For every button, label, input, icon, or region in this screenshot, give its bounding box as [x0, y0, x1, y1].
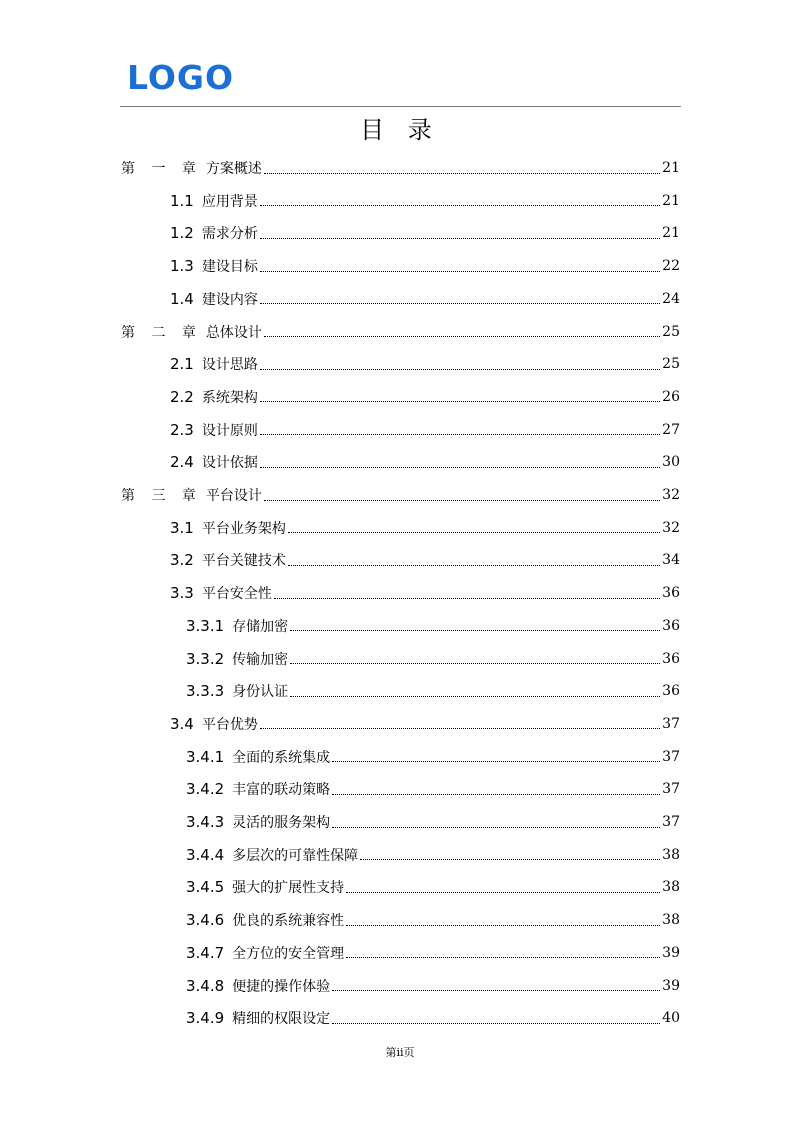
toc-entry-page: 37: [662, 781, 680, 798]
toc-entry-number: 1.1: [170, 191, 194, 210]
toc-entry-page: 21: [662, 192, 680, 209]
toc-entry-title: 平台安全性: [201, 586, 272, 603]
toc-entry[interactable]: [170, 348, 680, 380]
toc-entry-page: 27: [662, 421, 680, 438]
toc-entry-page: 36: [662, 585, 680, 602]
toc-entry-title: 存储加密: [232, 618, 289, 635]
toc-entry-number: 3.4: [170, 714, 194, 733]
toc-entry-page: 36: [662, 683, 680, 700]
toc-entry-page: 21: [662, 160, 680, 176]
toc-dot-leader: [360, 859, 660, 860]
toc-dot-leader: [260, 401, 660, 402]
toc-entry-title: 强大的扩展性支持: [232, 880, 345, 897]
toc-entry[interactable]: [121, 316, 680, 348]
toc-dot-leader: [346, 892, 660, 893]
toc-entry-page: 25: [662, 356, 680, 373]
toc-dot-leader: [264, 173, 660, 174]
toc-entry-title: 设计原则: [201, 422, 258, 439]
toc-entry-page: 38: [662, 912, 680, 929]
page-footer: 第ii页: [385, 1046, 415, 1059]
toc-entry-page: 38: [662, 879, 680, 896]
toc-entry-number: 3.4.1: [186, 747, 225, 766]
toc-entry-title: 多层次的可靠性保障: [232, 847, 359, 864]
toc-dot-leader: [288, 565, 660, 566]
toc-entry[interactable]: [170, 708, 680, 740]
toc-dot-leader: [290, 663, 660, 664]
toc-entry[interactable]: [170, 381, 680, 413]
toc-entry-number: 3.3.3: [186, 682, 225, 701]
toc-entry[interactable]: [186, 1002, 680, 1034]
toc-entry-page: 40: [662, 1010, 680, 1027]
toc-entry[interactable]: [186, 970, 680, 1002]
toc-entry-number: 3.4.6: [186, 911, 225, 930]
toc-entry-title: 平台业务架构: [201, 520, 286, 537]
toc-entry[interactable]: [186, 773, 680, 805]
toc-dot-leader: [260, 271, 660, 272]
toc-entry-title: 设计依据: [201, 455, 258, 472]
toc-entry[interactable]: [186, 643, 680, 675]
toc-entry-number: 1.2: [170, 224, 194, 243]
toc-entry-title: 全面的系统集成: [232, 749, 331, 766]
toc-entry-title: 灵活的服务架构: [232, 815, 331, 831]
toc-entry[interactable]: [170, 414, 680, 446]
toc-entry-page: 37: [662, 814, 680, 830]
toc-entry-number: 3.4.3: [186, 813, 225, 831]
toc-entry-title: 建设目标: [201, 259, 258, 276]
toc-entry-number: 3.4.2: [186, 780, 225, 799]
toc-entry-number: 3.4.5: [186, 878, 225, 897]
toc-title: 目 录: [360, 116, 440, 144]
toc-entry-page: 39: [662, 944, 680, 961]
toc-entry-title: 建设内容: [201, 291, 258, 308]
toc-entry-number: 3.3: [170, 584, 194, 603]
toc-entry-number: 3.4.7: [186, 943, 225, 962]
toc-entry-number: 1.4: [170, 289, 194, 308]
toc-dot-leader: [274, 598, 660, 599]
toc-dot-leader: [346, 957, 660, 958]
toc-entry-number: 2.2: [170, 387, 194, 406]
toc-entry-page: 39: [662, 977, 680, 994]
toc-entry-page: 21: [662, 225, 680, 242]
toc-entry[interactable]: [186, 806, 680, 838]
toc-entry[interactable]: [186, 937, 680, 969]
toc-dot-leader: [260, 728, 660, 729]
toc-dot-leader: [264, 336, 660, 337]
toc-entry-page: 32: [662, 487, 680, 503]
toc-entry[interactable]: [186, 741, 680, 773]
toc-dot-leader: [260, 238, 660, 239]
toc-entry-page: 37: [662, 748, 680, 765]
toc-entry-number: 3.1: [170, 518, 194, 537]
toc-entry-page: 34: [662, 552, 680, 569]
toc-entry-number: 2.1: [170, 355, 194, 374]
toc-entry-title: 需求分析: [201, 226, 258, 243]
toc-entry-number: 3.3.2: [186, 649, 225, 668]
toc-entry[interactable]: [186, 904, 680, 936]
toc-entry-title: 系统架构: [201, 389, 258, 406]
toc-dot-leader: [260, 205, 660, 206]
toc-entry-title: 应用背景: [201, 193, 258, 210]
toc-entry[interactable]: [170, 544, 680, 576]
toc-entry[interactable]: [170, 512, 680, 544]
toc-entry-title: 传输加密: [232, 651, 289, 668]
toc-dot-leader: [260, 467, 660, 468]
toc-entry[interactable]: [186, 839, 680, 871]
header-divider: [120, 106, 681, 107]
toc-entry-title: 精细的权限设定: [232, 1011, 331, 1028]
toc-dot-leader: [290, 630, 660, 631]
toc-entry-page: 32: [662, 519, 680, 536]
toc-entry[interactable]: [186, 610, 680, 642]
toc-entry-number: 1.3: [170, 257, 194, 276]
toc-entry-page: 22: [662, 258, 680, 275]
toc-entry[interactable]: [170, 185, 680, 217]
toc-dot-leader: [346, 925, 660, 926]
toc-entry-number: 2.3: [170, 420, 194, 439]
toc-dot-leader: [260, 369, 660, 370]
logo: LOGO: [127, 58, 235, 97]
toc-entry-page: 36: [662, 617, 680, 634]
toc-entry[interactable]: [170, 446, 680, 478]
toc-entry[interactable]: [170, 250, 680, 282]
toc-entry-title: 设计思路: [201, 357, 258, 374]
toc-entry-number: 3.4.4: [186, 845, 225, 864]
toc-dot-leader: [290, 696, 660, 697]
toc-entry[interactable]: [170, 283, 680, 315]
toc-dot-leader: [260, 303, 660, 304]
toc-entry[interactable]: [170, 577, 680, 609]
toc-dot-leader: [332, 827, 660, 828]
toc-dot-leader: [260, 434, 660, 435]
toc-entry-page: 26: [662, 388, 680, 405]
toc-entry-number: 第 二 章: [121, 324, 202, 341]
toc-entry-title: 方案概述: [205, 161, 262, 177]
toc-entry[interactable]: [121, 152, 680, 184]
toc-entry[interactable]: [186, 871, 680, 903]
toc-entry-title: 总体设计: [205, 324, 262, 341]
toc-entry[interactable]: [186, 675, 680, 707]
toc-entry-page: 30: [662, 454, 680, 471]
toc-entry-title: 平台优势: [201, 716, 258, 733]
toc-dot-leader: [332, 990, 660, 991]
toc-entry-number: 第 三 章: [121, 488, 202, 504]
toc-entry-number: 3.2: [170, 551, 194, 570]
toc-entry-page: 25: [662, 323, 680, 340]
toc-entry-title: 便捷的操作体验: [232, 978, 331, 995]
toc-entry-page: 24: [662, 290, 680, 307]
toc-entry[interactable]: [121, 479, 680, 511]
toc-entry-page: 37: [662, 715, 680, 732]
toc-entry-page: 38: [662, 846, 680, 863]
toc-entry-title: 优良的系统兼容性: [232, 913, 345, 930]
toc-dot-leader: [264, 500, 660, 501]
toc-entry-page: 36: [662, 650, 680, 667]
toc-entry-number: 第 一 章: [121, 161, 202, 177]
toc-entry-title: 平台关键技术: [201, 553, 286, 570]
toc-dot-leader: [332, 761, 660, 762]
toc-entry-number: 3.4.8: [186, 976, 225, 995]
toc-dot-leader: [288, 532, 660, 533]
toc-entry-number: 3.3.1: [186, 616, 225, 635]
toc-entry-title: 身份认证: [232, 684, 289, 701]
toc-entry-number: 3.4.9: [186, 1009, 225, 1028]
toc-entry[interactable]: [170, 217, 680, 249]
toc-entry-title: 全方位的安全管理: [232, 945, 345, 962]
toc-entry-number: 2.4: [170, 453, 194, 472]
toc-dot-leader: [332, 1023, 660, 1024]
toc-dot-leader: [332, 794, 660, 795]
toc-entry-title: 丰富的联动策略: [232, 782, 331, 799]
toc-entry-title: 平台设计: [205, 488, 262, 504]
